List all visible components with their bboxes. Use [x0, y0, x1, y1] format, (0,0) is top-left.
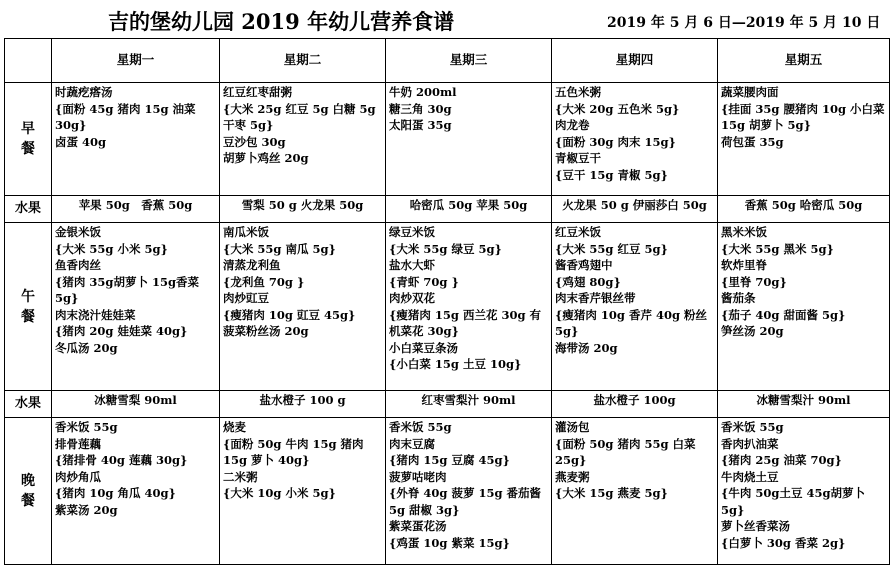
menu-item: 菠菜粉丝汤 20g: [223, 324, 309, 338]
menu-item: 肉末豆腐: [389, 436, 435, 451]
menu-item: 冬瓜汤 20g: [55, 340, 118, 355]
fruit-cell: 苹果 50g 香蕉 50g: [52, 196, 220, 223]
menu-item: 绿豆米饭: [389, 225, 435, 239]
menu-item: {茄子 40g 甜面酱 5g}: [721, 307, 846, 322]
menu-item: {豆干 15g 青椒 5g}: [555, 167, 668, 182]
menu-item: 酱香鸡翅中: [555, 258, 613, 272]
menu-item: 南瓜米饭: [223, 225, 269, 239]
menu-item: 肉炒角瓜: [55, 469, 101, 484]
lunch-cell: [552, 223, 718, 391]
menu-item: 牛奶 200ml: [389, 85, 457, 99]
menu-item: 香米饭 55g: [389, 420, 452, 434]
menu-item: 五色米粥: [555, 85, 601, 99]
menu-item: 紫菜蛋花汤: [389, 519, 447, 533]
menu-item: 红豆米饭: [555, 225, 601, 239]
menu-item: {鸡翅 80g}: [555, 274, 621, 289]
fruit-pm-row: [5, 391, 890, 418]
menu-item: 时蔬疙瘩汤: [55, 85, 113, 99]
day-header: 星期五: [718, 39, 890, 83]
menu-item: {面粉 50g 牛肉 15g 猪肉 15g 萝卜 40g}: [223, 436, 364, 467]
menu-item: 鱼香肉丝: [55, 258, 101, 272]
menu-item: {青虾 70g }: [389, 274, 459, 289]
menu-item: {面粉 45g 猪肉 15g 油菜 30g}: [55, 101, 196, 132]
menu-item: 香米饭 55g: [721, 420, 784, 434]
menu-item: 荷包蛋 35g: [721, 134, 784, 149]
day-header: 星期四: [552, 39, 718, 83]
menu-item: {瘦猪肉 10g 豇豆 45g}: [223, 307, 356, 322]
menu-item: 紫菜汤 20g: [55, 502, 118, 517]
menu-item: 豆沙包 30g: [223, 134, 286, 149]
fruit-am-row: [5, 196, 890, 223]
menu-item: 香肉扒油菜: [721, 436, 779, 451]
breakfast-cell: [220, 83, 386, 196]
menu-item: 肉炒双花: [389, 291, 435, 305]
menu-item: 卤蛋 40g: [55, 134, 107, 149]
menu-item: 蔬菜腰肉面: [721, 85, 779, 99]
menu-item: {大米 55g 黑米 5g}: [721, 241, 834, 256]
menu-item: {猪肉 15g 豆腐 45g}: [389, 453, 510, 467]
menu-item: 牛肉烧土豆: [721, 469, 779, 484]
lunch-cell: [718, 223, 890, 391]
fruit-cell: 雪梨 50 g 火龙果 50g: [220, 196, 386, 223]
menu-item: 肉炒豇豆: [223, 291, 269, 305]
lunch-cell: [220, 223, 386, 391]
menu-item: {瘦猪肉 15g 西兰花 30g 有机菜花 30g}: [389, 307, 541, 338]
menu-item: {猪排骨 40g 莲藕 30g}: [55, 453, 188, 467]
fruit-cell: 火龙果 50 g 伊丽莎白 50g: [552, 196, 718, 223]
breakfast-cell: [386, 83, 552, 196]
menu-item: {猪肉 35g胡萝卜 15g香菜 5g}: [55, 274, 199, 305]
lunch-row: [5, 223, 890, 391]
header-row: [5, 39, 890, 83]
menu-item: 小白菜豆条汤: [389, 340, 458, 355]
menu-item: 胡萝卜鸡丝 20g: [223, 151, 309, 165]
menu-item: {大米 10g 小米 5g}: [223, 486, 336, 500]
menu-item: {外脊 40g 菠萝 15g 番茄酱 5g 甜椒 3g}: [389, 486, 541, 517]
breakfast-cell: [552, 83, 718, 196]
menu-item: 海带汤 20g: [555, 340, 618, 355]
menu-item: {大米 15g 燕麦 5g}: [555, 486, 668, 500]
menu-item: {瘦猪肉 10g 香芹 40g 粉丝 5g}: [555, 307, 707, 338]
menu-item: 青椒豆干: [555, 151, 601, 165]
fruit-cell: 红枣雪梨汁 90ml: [386, 391, 552, 418]
menu-item: 烧麦: [223, 420, 246, 434]
dinner-cell: [718, 418, 890, 565]
menu-item: 肉龙卷: [555, 118, 590, 132]
fruit-label: 水果: [5, 391, 52, 418]
menu-item: {鸡蛋 10g 紫菜 15g}: [389, 535, 510, 550]
fruit-cell: 哈密瓜 50g 苹果 50g: [386, 196, 552, 223]
menu-item: 红豆红枣甜粥: [223, 85, 292, 99]
menu-item: {挂面 35g 腰猪肉 10g 小白菜 15g 胡萝卜 5g}: [721, 101, 885, 132]
menu-item: 盐水大虾: [389, 258, 435, 272]
fruit-cell: 香蕉 50g 哈密瓜 50g: [718, 196, 890, 223]
menu-item: {白萝卜 30g 香菜 2g}: [721, 535, 846, 550]
menu-item: {大米 55g 绿豆 5g}: [389, 241, 502, 256]
fruit-cell: 盐水橙子 100 g: [220, 391, 386, 418]
menu-item: 肉末香芹银丝带: [555, 291, 636, 305]
menu-item: {牛肉 50g土豆 45g胡萝卜 5g}: [721, 486, 865, 517]
menu-item: 萝卜丝香菜汤: [721, 519, 790, 533]
meal-label-lunch: [5, 223, 52, 391]
breakfast-row: [5, 83, 890, 196]
menu-item: 太阳蛋 35g: [389, 118, 452, 132]
lunch-cell: [386, 223, 552, 391]
date-range: 2019 年 5 月 6 日—2019 年 5 月 10 日: [607, 15, 881, 31]
menu-table: [4, 38, 890, 565]
menu-item: 黑米米饭: [721, 225, 767, 239]
dinner-cell: [52, 418, 220, 565]
day-header: 星期一: [52, 39, 220, 83]
menu-item: {大米 55g 南瓜 5g}: [223, 241, 336, 256]
day-header: 星期三: [386, 39, 552, 83]
meal-label-text: 早 餐: [21, 121, 35, 157]
meal-label-dinner: [5, 418, 52, 565]
menu-item: {面粉 50g 猪肉 55g 白菜 25g}: [555, 436, 696, 467]
menu-item: {龙利鱼 70g }: [223, 274, 305, 289]
fruit-cell: 冰糖雪梨 90ml: [52, 391, 220, 418]
menu-item: 燕麦粥: [555, 469, 590, 484]
menu-item: {里脊 70g}: [721, 274, 787, 289]
menu-item: 清蒸龙利鱼: [223, 258, 281, 272]
menu-item: {猪肉 25g 油菜 70g}: [721, 453, 842, 467]
dinner-cell: [386, 418, 552, 565]
menu-item: 软炸里脊: [721, 258, 767, 272]
menu-item: {大米 55g 小米 5g}: [55, 241, 168, 256]
menu-item: 排骨莲藕: [55, 436, 101, 451]
menu-item: {猪肉 20g 娃娃菜 40g}: [55, 324, 188, 338]
dinner-cell: [220, 418, 386, 565]
menu-item: {大米 25g 红豆 5g 白糖 5g 干枣 5g}: [223, 101, 376, 132]
menu-item: 菠萝咕咾肉: [389, 469, 447, 484]
day-header: 星期二: [220, 39, 386, 83]
lunch-cell: [52, 223, 220, 391]
meal-label-breakfast: [5, 83, 52, 196]
menu-item: 二米粥: [223, 469, 258, 484]
menu-item: 金银米饭: [55, 225, 101, 239]
menu-item: 香米饭 55g: [55, 420, 118, 434]
fruit-cell: 冰糖雪梨汁 90ml: [718, 391, 890, 418]
page-title: 吉的堡幼儿园 2019 年幼儿营养食谱: [108, 9, 455, 34]
menu-item: {猪肉 10g 角瓜 40g}: [55, 486, 176, 500]
dinner-cell: [552, 418, 718, 565]
menu-item: {大米 20g 五色米 5g}: [555, 101, 680, 116]
corner-cell: [5, 39, 52, 83]
menu-item: 灌汤包: [555, 420, 590, 434]
dinner-row: [5, 418, 890, 565]
menu-item: {面粉 30g 肉末 15g}: [555, 134, 676, 149]
meal-label-text: 晚 餐: [21, 473, 35, 509]
menu-item: {大米 55g 红豆 5g}: [555, 241, 668, 256]
menu-item: 糖三角 30g: [389, 101, 452, 116]
menu-item: 笋丝汤 20g: [721, 324, 784, 338]
breakfast-cell: [718, 83, 890, 196]
menu-item: 肉末浇汁娃娃菜: [55, 307, 136, 322]
menu-item: 酱茄条: [721, 291, 756, 305]
fruit-cell: 盐水橙子 100g: [552, 391, 718, 418]
meal-label-text: 午 餐: [21, 288, 35, 325]
breakfast-cell: [52, 83, 220, 196]
fruit-label: 水果: [5, 196, 52, 223]
menu-item: {小白菜 15g 土豆 10g}: [389, 357, 522, 371]
